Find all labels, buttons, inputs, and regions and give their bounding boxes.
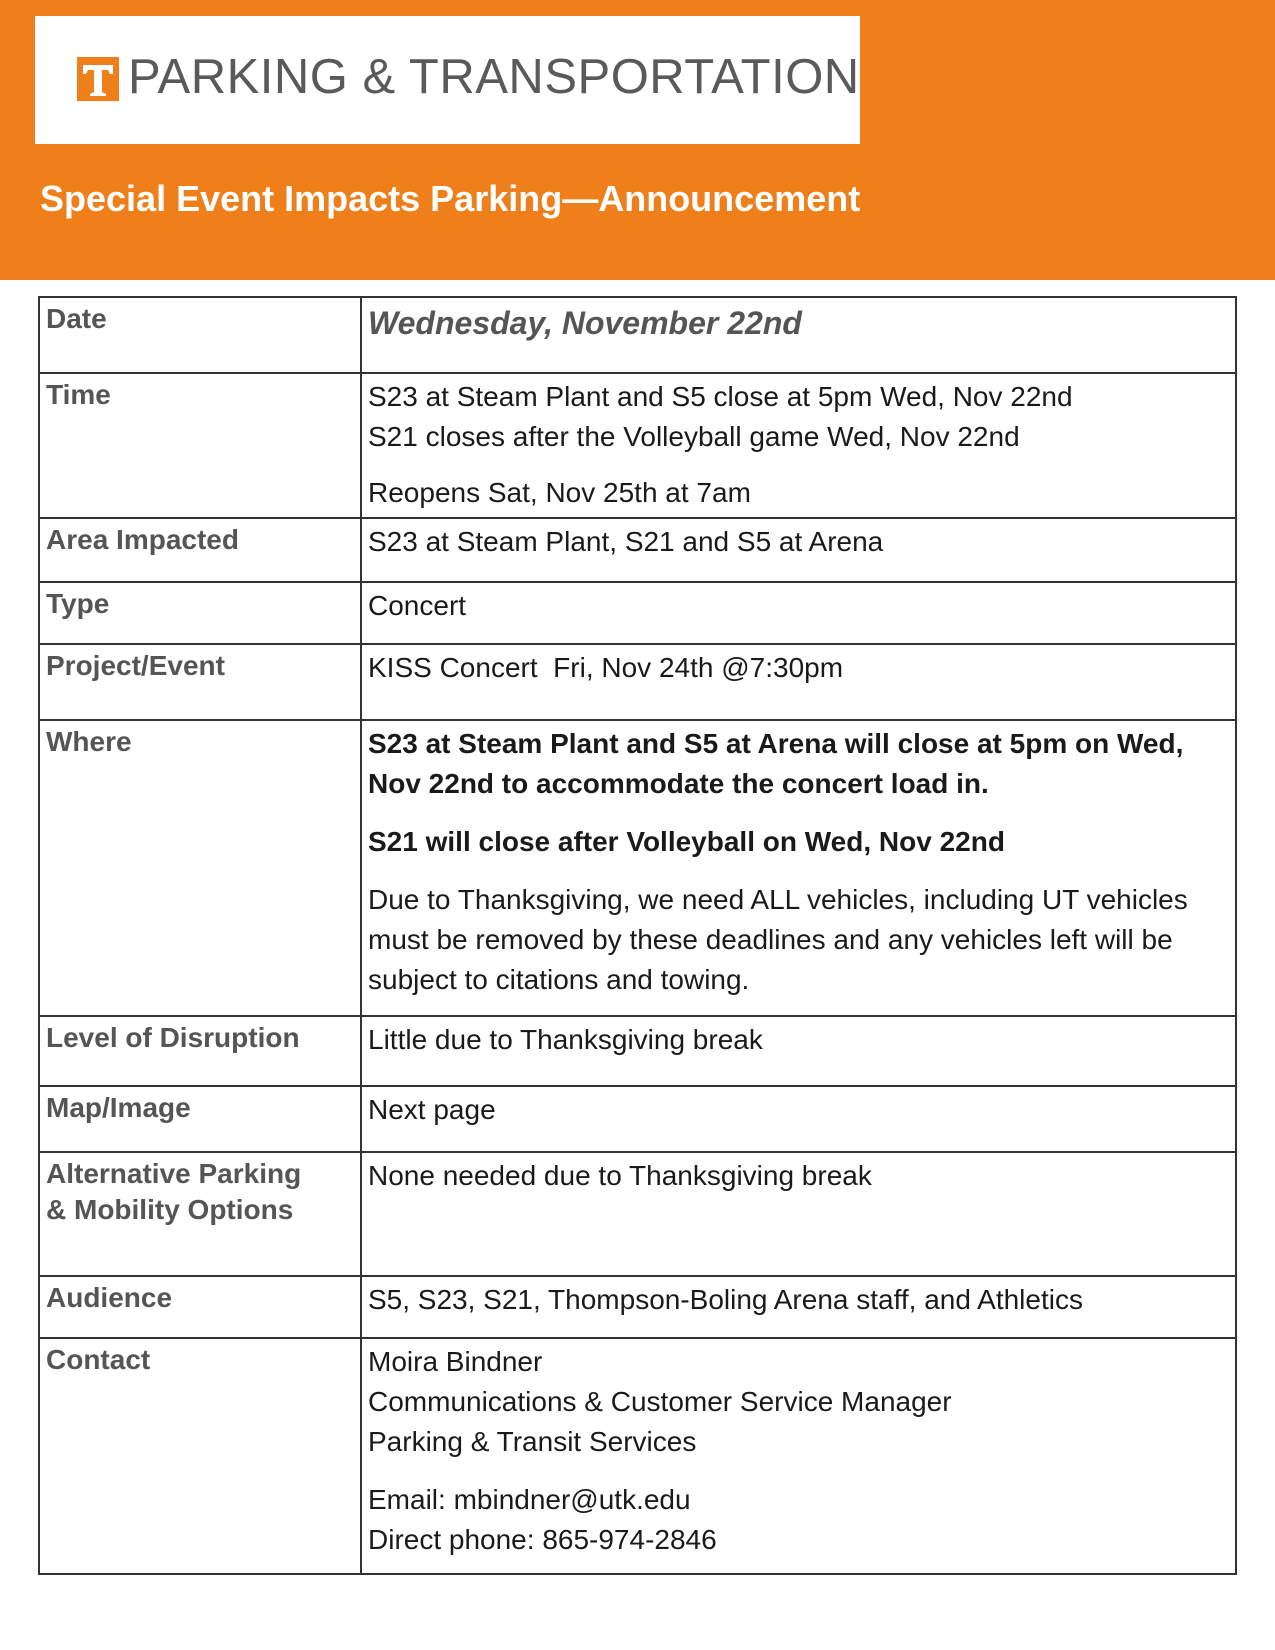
row-time xyxy=(39,373,1236,518)
row-alternative-parking xyxy=(39,1152,1236,1276)
row-level-of-disruption xyxy=(39,1016,1236,1086)
row-type xyxy=(39,582,1236,644)
project-label: Project/Event xyxy=(39,644,361,720)
time-line-1: S23 at Steam Plant and S5 close at 5pm Wed, Nov 22nd xyxy=(368,381,1073,412)
date-text: Wednesday, November 22nd xyxy=(368,305,802,341)
header-banner xyxy=(0,0,1275,280)
contact-phone[interactable]: Direct phone: 865-974-2846 xyxy=(368,1524,717,1555)
time-label: Time xyxy=(39,373,361,518)
alternative-value: None needed due to Thanksgiving break xyxy=(361,1152,1236,1276)
date-value xyxy=(361,297,1236,373)
alternative-label xyxy=(39,1152,361,1276)
ut-logo-icon xyxy=(77,57,119,101)
where-para-3: Due to Thanksgiving, we need ALL vehicles, including UT vehicles must be removed by these deadlines and any vehicles left will be subject to citations and towing. xyxy=(368,884,1188,995)
type-value: Concert xyxy=(361,582,1236,644)
audience-value: S5, S23, S21, Thompson-Boling Arena staff, and Athletics xyxy=(361,1276,1236,1338)
map-value: Next page xyxy=(361,1086,1236,1152)
time-value xyxy=(361,373,1236,518)
disruption-label: Level of Disruption xyxy=(39,1016,361,1086)
contact-label: Contact xyxy=(39,1338,361,1574)
disruption-value: Little due to Thanksgiving break xyxy=(361,1016,1236,1086)
contact-value xyxy=(361,1338,1236,1574)
contact-email[interactable]: Email: mbindner@utk.edu xyxy=(368,1484,691,1515)
row-map-image xyxy=(39,1086,1236,1152)
where-para-1: S23 at Steam Plant and S5 at Arena will close at 5pm on Wed, Nov 22nd to accommodate the concert load in. xyxy=(368,728,1184,799)
row-where xyxy=(39,720,1236,1016)
audience-label: Audience xyxy=(39,1276,361,1338)
where-para-2: S21 will close after Volleyball on Wed, Nov 22nd xyxy=(368,826,1005,857)
contact-name: Moira Bindner xyxy=(368,1346,543,1377)
project-value: KISS Concert Fri, Nov 24th @7:30pm xyxy=(361,644,1236,720)
row-project-event xyxy=(39,644,1236,720)
alternative-label-line-1: Alternative Parking xyxy=(46,1158,302,1189)
time-line-3: Reopens Sat, Nov 25th at 7am xyxy=(368,477,751,508)
where-label: Where xyxy=(39,720,361,1016)
type-label: Type xyxy=(39,582,361,644)
contact-title: Communications & Customer Service Manager xyxy=(368,1386,952,1417)
alternative-label-line-2: & Mobility Options xyxy=(46,1194,294,1226)
row-audience xyxy=(39,1276,1236,1338)
map-label: Map/Image xyxy=(39,1086,361,1152)
announcement-table xyxy=(38,296,1237,1575)
time-line-2: S21 closes after the Volleyball game Wed, Nov 22nd xyxy=(368,421,1020,452)
row-date xyxy=(39,297,1236,373)
row-area-impacted xyxy=(39,518,1236,582)
logo-box xyxy=(35,16,860,144)
area-label: Area Impacted xyxy=(39,518,361,582)
page-title: Special Event Impacts Parking—Announcement xyxy=(40,178,861,219)
date-label: Date xyxy=(39,297,361,373)
row-contact xyxy=(39,1338,1236,1574)
area-value: S23 at Steam Plant, S21 and S5 at Arena xyxy=(361,518,1236,582)
where-value xyxy=(361,720,1236,1016)
logo-text: PARKING & TRANSPORTATION xyxy=(128,50,860,104)
contact-department: Parking & Transit Services xyxy=(368,1426,697,1457)
